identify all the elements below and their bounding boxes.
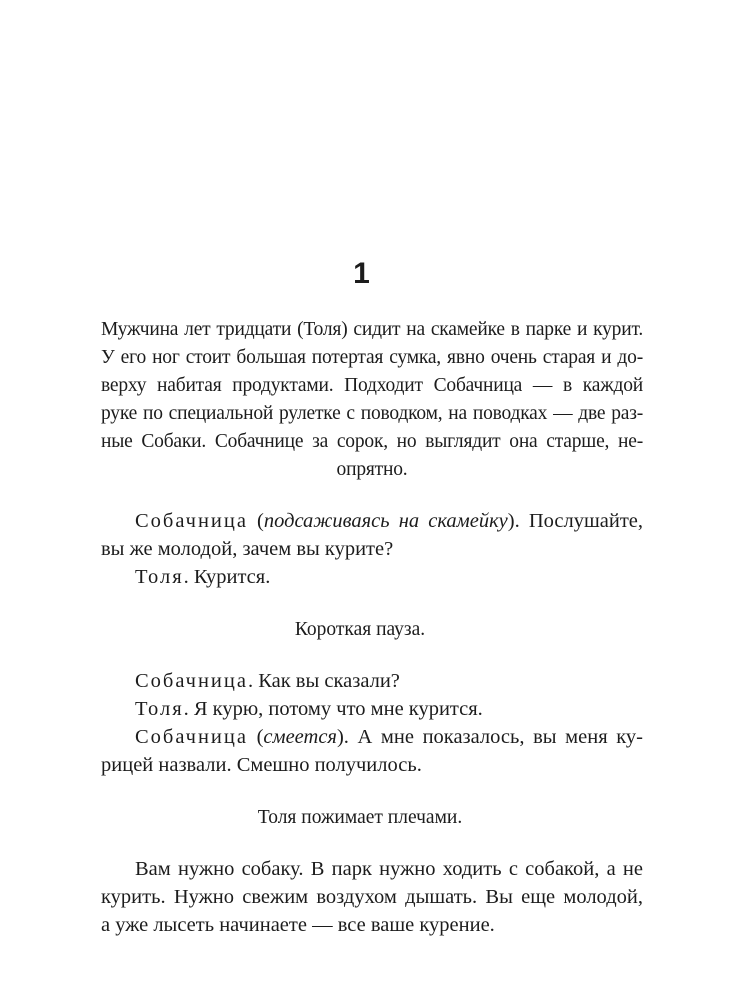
dialog-block-2 — [101, 667, 643, 779]
dialog-line — [101, 507, 643, 535]
speaker-name: Собачница — [135, 726, 248, 748]
intro-line: опрятно. — [336, 459, 408, 480]
stage-remark: смеется — [263, 726, 337, 748]
stage-remark: подсаживаясь на скамейку — [263, 510, 508, 532]
intro-line: руке по специальной рулетке с поводком, на поводках — две раз- — [101, 403, 643, 424]
dialog-block-3 — [101, 855, 643, 939]
stage-direction-shrug: Толя пожимает плечами. — [257, 807, 463, 828]
intro-line: верху набитая продуктами. Подходит Собачница — в каждой — [101, 375, 643, 396]
stage-direction-intro — [101, 316, 643, 484]
dialog-block-1 — [101, 507, 643, 591]
dialog-text: ). Послушайте, — [507, 510, 644, 532]
speaker-name: Собачница — [135, 510, 248, 532]
dialog-text: . Я курю, потому что мне курится. — [183, 698, 483, 720]
intro-line: Мужчина лет тридцати (Толя) сидит на скамейке в парке и курит. — [101, 319, 643, 340]
dialog-line — [101, 667, 643, 695]
speaker-name: Собачница — [135, 670, 248, 692]
speaker-name: Толя — [135, 698, 184, 720]
dialog-text: ). А мне показалось, вы меня ку- — [336, 726, 644, 748]
dialog-line — [101, 563, 643, 591]
intro-line: У его ног стоит большая потертая сумка, явно очень старая и до- — [101, 347, 643, 368]
dialog-text: . Как вы сказали? — [247, 670, 400, 692]
paren: ( — [247, 726, 264, 748]
dialog-line: а уже лысеть начинаете — все ваше курение. — [101, 914, 495, 936]
dialog-line — [101, 723, 643, 751]
dialog-line — [101, 695, 643, 723]
intro-line: ные Собаки. Собачнице за сорок, но выглядит она старше, не- — [101, 431, 643, 452]
dialog-line: Вам нужно собаку. В парк нужно ходить с собакой, а не — [135, 858, 643, 880]
speaker-name: Толя — [135, 566, 184, 588]
paren: ( — [247, 510, 264, 532]
dialog-line: вы же молодой, зачем вы курите? — [101, 538, 394, 560]
stage-direction-pause: Короткая пауза. — [294, 619, 426, 640]
dialog-text: . Курится. — [183, 566, 271, 588]
scene-number: 1 — [353, 257, 370, 290]
dialog-line: рицей назвали. Смешно получилось. — [101, 754, 422, 776]
dialog-line: курить. Нужно свежим воздухом дышать. Вы еще молодой, — [101, 886, 643, 908]
